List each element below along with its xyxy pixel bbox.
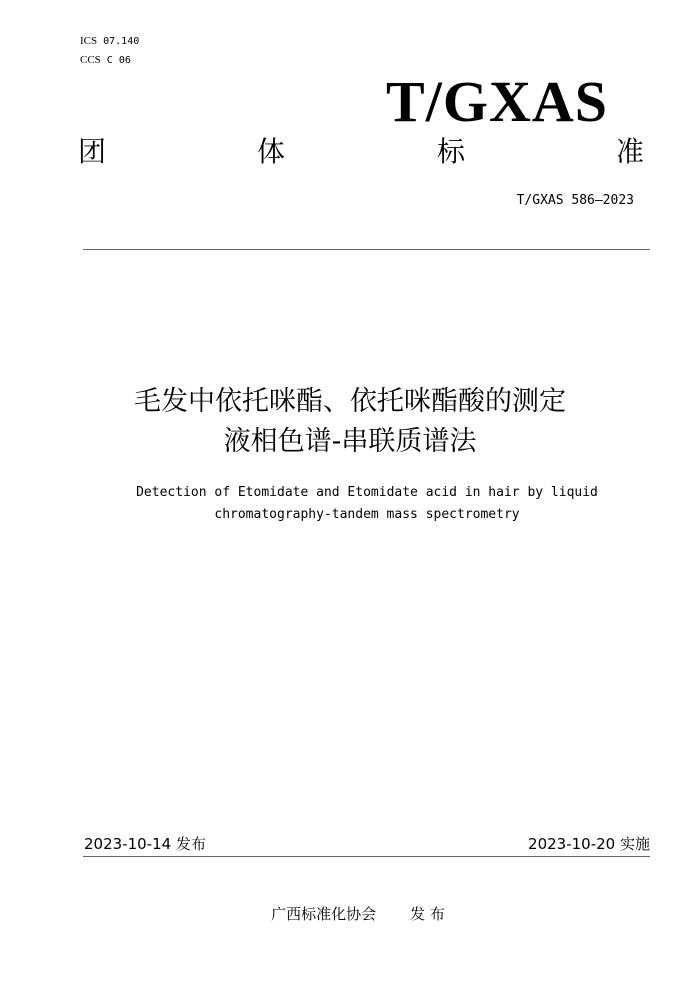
standard-number: T/GXAS 586—2023 xyxy=(516,193,634,208)
header-divider xyxy=(83,249,650,250)
ics-label: ICS xyxy=(80,35,98,47)
ccs-label: CCS xyxy=(80,54,101,66)
standard-brand: T/GXAS xyxy=(386,69,608,134)
title-en-line-2: chromatography-tandem mass spectrometry xyxy=(214,507,520,522)
publish-word: 发 布 xyxy=(410,905,445,923)
publisher-line xyxy=(0,904,700,924)
footer-divider xyxy=(83,856,650,857)
title-cn-line-1: 毛发中依托咪酯、依托咪酯酸的测定 xyxy=(134,386,566,417)
ccs-value: C 06 xyxy=(106,55,131,66)
ics-code xyxy=(80,34,139,49)
ics-value: 07.140 xyxy=(103,36,140,47)
standard-type-char-1: 团 xyxy=(78,135,107,168)
implement-date: 2023-10-20 实施 xyxy=(528,835,650,853)
title-en-line-1: Detection of Etomidate and Etomidate acid in hair by liquid xyxy=(136,485,598,500)
publisher-name: 广西标准化协会 xyxy=(271,905,377,923)
standard-type-char-4: 准 xyxy=(616,135,645,168)
ccs-code xyxy=(80,53,131,68)
publish-date: 2023-10-14 发布 xyxy=(84,835,206,853)
title-cn-line-2: 液相色谱-串联质谱法 xyxy=(223,426,477,457)
standard-type-char-2: 体 xyxy=(257,135,286,168)
standard-type-char-3: 标 xyxy=(437,135,466,168)
